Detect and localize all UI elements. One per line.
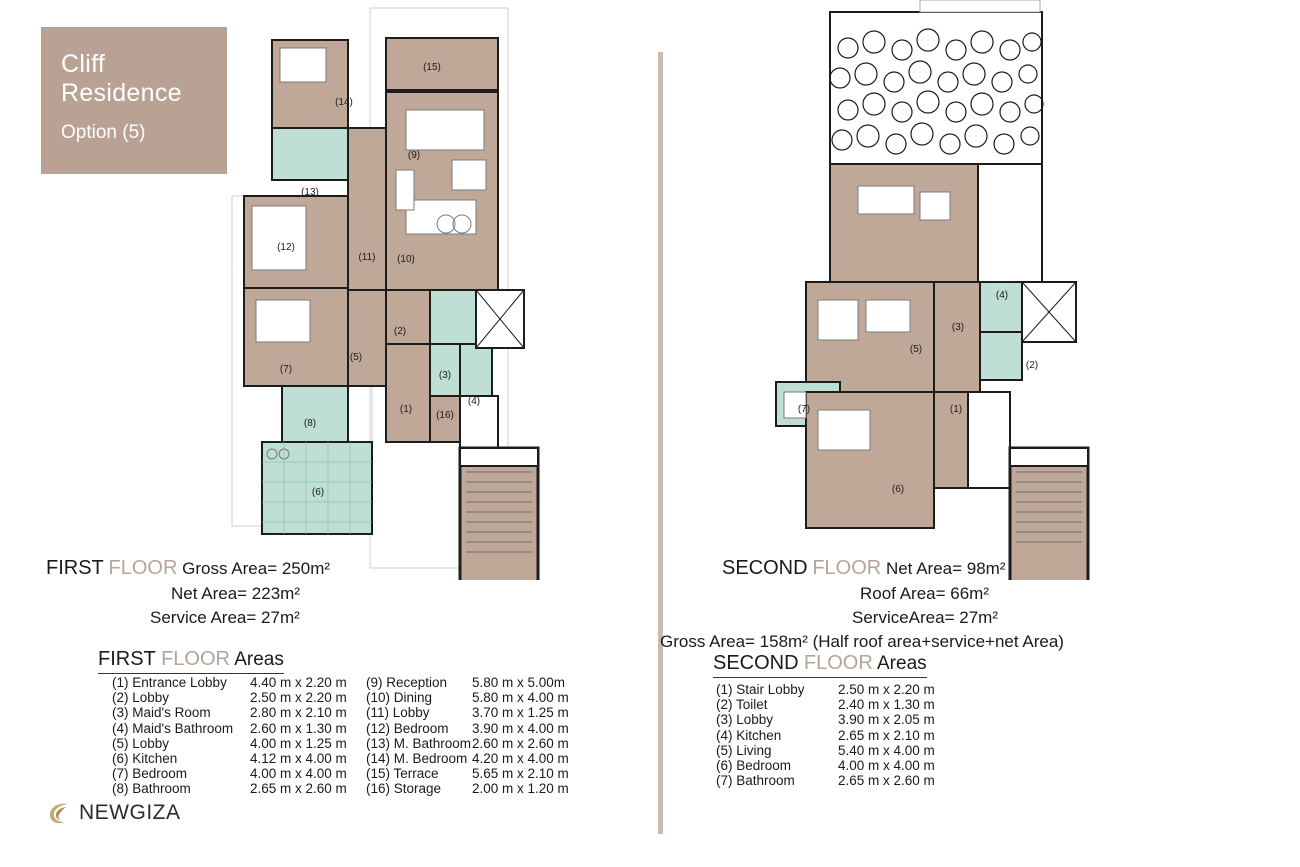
second-floor-service-area: ServiceArea= 27m² (852, 608, 998, 627)
area-label: (14) M. Bedroom (366, 750, 468, 766)
area-row (112, 676, 347, 691)
first-floor-label-light: FLOOR (108, 557, 178, 579)
area-row (112, 706, 347, 721)
area-dim: 5.65 m x 2.10 m (472, 766, 569, 782)
second-floor-summary (660, 557, 1280, 656)
area-label: (1) Entrance Lobby (112, 675, 227, 690)
area-label: (3) Lobby (716, 712, 774, 728)
area-label: (16) Storage (366, 781, 442, 797)
area-label: (15) Terrace (366, 766, 439, 782)
areas-heading-suffix-second: Areas (877, 653, 927, 674)
first-floor-gross-area: Gross Area= 250m² (182, 559, 331, 578)
area-label: (7) Bathroom (716, 773, 795, 789)
areas-heading-light-first: FLOOR (161, 648, 230, 670)
area-row (366, 767, 569, 782)
area-row (112, 752, 347, 767)
area-label: (4) Maid's Bathroom (112, 720, 234, 736)
area-row (366, 691, 569, 706)
area-row (366, 722, 569, 737)
second-floor-gross-area: Gross Area= 158m² (Half roof area+service+net Area) (660, 632, 1064, 651)
area-label: (2) Toilet (716, 697, 768, 713)
room-tag-7: (7) (797, 404, 811, 415)
area-row (366, 737, 569, 752)
areas-heading-light-second: FLOOR (803, 652, 873, 674)
area-dim: 5.80 m x 5.00m (472, 675, 566, 690)
area-row (716, 729, 935, 744)
area-row (716, 698, 935, 713)
room-tag-5: (5) (909, 344, 923, 355)
area-dim: 2.40 m x 1.30 m (838, 697, 935, 713)
room-tag-14: (14) (335, 97, 353, 108)
area-dim: 2.50 m x 2.20 m (250, 690, 347, 706)
area-dim: 2.65 m x 2.60 m (838, 773, 935, 789)
area-label: (4) Kitchen (716, 727, 782, 743)
room-tag-7: (7) (279, 364, 293, 375)
area-dim: 4.00 m x 4.00 m (250, 766, 347, 782)
area-row (366, 706, 569, 721)
room-tag-3: (3) (438, 370, 452, 381)
room-tag-6: (6) (311, 487, 325, 498)
area-label: (2) Lobby (112, 690, 170, 706)
area-label: (5) Lobby (112, 735, 170, 751)
brand-name: NEWGIZA (79, 801, 181, 824)
area-dim: 4.00 m x 1.25 m (250, 735, 347, 751)
brand-logo (46, 800, 181, 826)
area-row (366, 752, 569, 767)
area-dim: 4.12 m x 4.00 m (250, 750, 347, 766)
second-floor-net-area: Net Area= 98m² (885, 559, 1006, 578)
area-label: (5) Living (716, 742, 772, 758)
area-dim: 2.00 m x 1.20 m (472, 781, 569, 797)
room-tag-16: (16) (436, 410, 454, 421)
room-tag-1: (1) (399, 404, 413, 415)
room-tag-2: (2) (1025, 360, 1039, 371)
area-row (716, 744, 935, 759)
first-floor-areas-column-1 (112, 676, 347, 798)
area-label: (13) M. Bathroom (366, 735, 472, 751)
room-tag-12: (12) (277, 242, 295, 253)
area-row (716, 683, 935, 698)
area-dim: 4.40 m x 2.20 m (250, 675, 347, 690)
areas-heading-strong-second: SECOND (713, 652, 799, 674)
area-dim: 2.65 m x 2.60 m (250, 781, 347, 797)
area-row (112, 782, 347, 797)
room-tag-9: (9) (407, 150, 421, 161)
area-row (366, 676, 569, 691)
room-tag-4: (4) (995, 290, 1009, 301)
room-tag-10: (10) (397, 254, 415, 265)
area-row (716, 774, 935, 789)
first-floor-net-area: Net Area= 223m² (171, 584, 300, 603)
area-row (112, 691, 347, 706)
second-floor-label-light: FLOOR (812, 557, 882, 579)
area-label: (9) Reception (366, 675, 448, 690)
area-dim: 2.60 m x 1.30 m (250, 720, 347, 736)
first-floor-service-area: Service Area= 27m² (150, 608, 300, 627)
room-tag-6: (6) (891, 484, 905, 495)
area-label: (6) Kitchen (112, 750, 178, 766)
area-dim: 2.80 m x 2.10 m (250, 705, 347, 721)
area-dim: 2.50 m x 2.20 m (838, 682, 935, 697)
first-floor-summary (46, 557, 646, 632)
area-dim: 2.60 m x 2.60 m (472, 735, 569, 751)
area-dim: 4.00 m x 4.00 m (838, 757, 935, 773)
room-tag-4: (4) (467, 396, 481, 407)
area-label: (1) Stair Lobby (716, 682, 805, 697)
room-tag-3: (3) (951, 322, 965, 333)
area-dim: 3.70 m x 1.25 m (472, 705, 569, 721)
area-label: (7) Bedroom (112, 766, 188, 782)
area-dim: 5.80 m x 4.00 m (472, 690, 569, 706)
first-floor-plan-drawing (210, 0, 590, 580)
area-label: (6) Bedroom (716, 757, 792, 773)
area-row (112, 737, 347, 752)
room-tag-15: (15) (423, 62, 441, 73)
room-tag-1: (1) (949, 404, 963, 415)
swirl-leaf-icon (46, 800, 72, 826)
area-label: (12) Bedroom (366, 720, 449, 736)
room-tag-5: (5) (349, 352, 363, 363)
room-tag-8: (8) (303, 418, 317, 429)
second-floor-plan-drawing (770, 0, 1120, 580)
first-floor-label-strong: FIRST (46, 557, 104, 579)
area-row (716, 759, 935, 774)
area-dim: 4.20 m x 4.00 m (472, 750, 569, 766)
second-floor-areas-column-1 (716, 683, 935, 789)
title-block (41, 27, 227, 174)
first-floor-areas-heading (98, 648, 284, 674)
area-label: (11) Lobby (366, 705, 430, 721)
area-dim: 3.90 m x 4.00 m (472, 720, 569, 736)
area-row (716, 713, 935, 728)
second-floor-roof-area: Roof Area= 66m² (860, 584, 989, 603)
option-label: Option (5) (61, 122, 146, 143)
second-floor-areas-heading (713, 652, 927, 678)
area-label: (10) Dining (366, 690, 433, 706)
room-tag-11: (11) (358, 252, 376, 263)
area-label: (3) Maid's Room (112, 705, 211, 721)
area-row (112, 722, 347, 737)
room-tag-13: (13) (301, 187, 319, 198)
area-row (112, 767, 347, 782)
area-row (366, 782, 569, 797)
first-floor-areas-column-2 (366, 676, 569, 798)
area-dim: 3.90 m x 2.05 m (838, 712, 935, 728)
areas-heading-suffix-first: Areas (234, 649, 284, 670)
area-label: (8) Bathroom (112, 781, 191, 797)
areas-heading-strong-first: FIRST (98, 648, 156, 670)
area-dim: 5.40 m x 4.00 m (838, 742, 935, 758)
area-dim: 2.65 m x 2.10 m (838, 727, 935, 743)
project-title: Cliff Residence (61, 50, 182, 107)
second-floor-label-strong: SECOND (722, 557, 808, 579)
vertical-divider (658, 52, 663, 834)
room-tag-2: (2) (393, 326, 407, 337)
